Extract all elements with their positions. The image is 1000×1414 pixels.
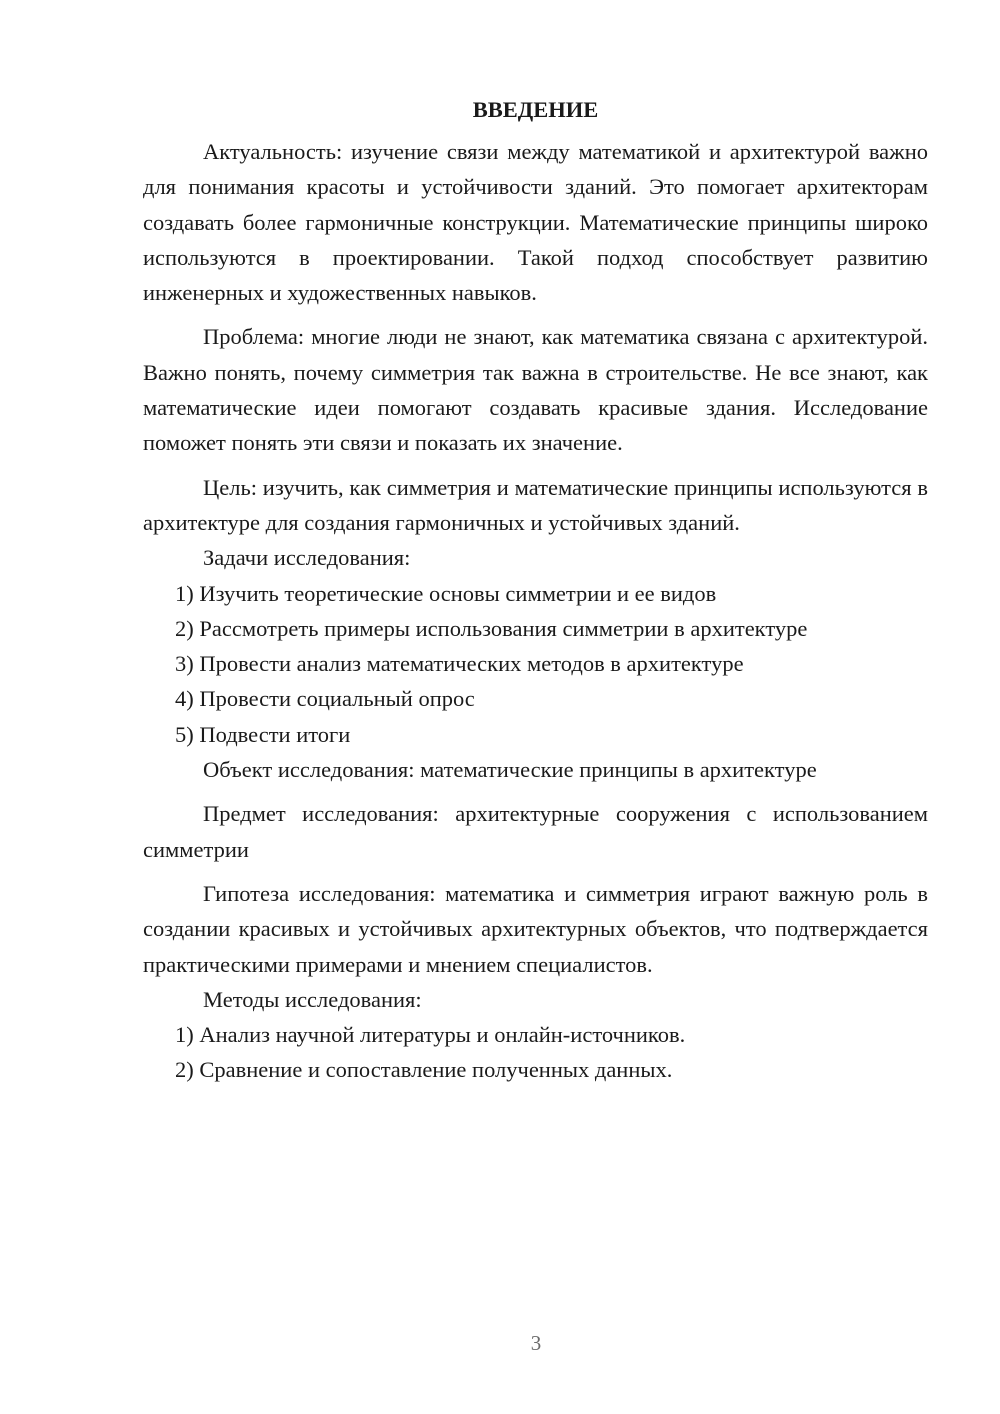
paragraph-subject: Предмет исследования: архитектурные сооружения с использованием симметрии	[143, 801, 928, 862]
document-page	[143, 92, 928, 1088]
paragraph-hypothesis: Гипотеза исследования: математика и симметрия играют важную роль в создании красивых и устойчивых архитектурных объектов, что подтверждается практическими примерами и мнением специалистов.	[143, 880, 928, 977]
task-item: 2) Рассмотреть примеры использования симметрии в архитектуре	[175, 615, 808, 641]
task-item: 1) Изучить теоретические основы симметрии и ее видов	[175, 580, 717, 606]
method-item: 1) Анализ научной литературы и онлайн-источников.	[175, 1022, 686, 1048]
tasks-heading: Задачи исследования:	[203, 545, 411, 571]
task-item: 3) Провести анализ математических методов в архитектуре	[175, 651, 744, 677]
page-number: 3	[530, 1331, 542, 1355]
task-item: 5) Подвести итоги	[175, 721, 351, 747]
paragraph-relevance: Актуальность: изучение связи между математикой и архитектурой важно для понимания красоты и устойчивости зданий. Это помогает архитекторам создавать более гармоничные конструкции. Математические принципы широко используются в проектировании. Такой подход способствует развитию инженерных и художественных навыков.	[143, 139, 928, 306]
paragraph-goal: Цель: изучить, как симметрия и математические принципы используются в архитектуре для создания гармоничных и устойчивых зданий.	[143, 474, 928, 535]
page-title: ВВЕДЕНИЕ	[472, 97, 599, 122]
methods-heading: Методы исследования:	[203, 986, 422, 1012]
paragraph-object: Объект исследования: математические принципы в архитектуре	[203, 757, 817, 783]
method-item: 2) Сравнение и сопоставление полученных данных.	[175, 1057, 673, 1083]
task-item: 4) Провести социальный опрос	[175, 686, 475, 712]
paragraph-problem: Проблема: многие люди не знают, как математика связана с архитектурой. Важно понять, почему симметрия так важна в строительстве. Не все знают, как математические идеи помогают создавать красивые здания. Исследование поможет понять эти связи и показать их значение.	[143, 324, 928, 456]
